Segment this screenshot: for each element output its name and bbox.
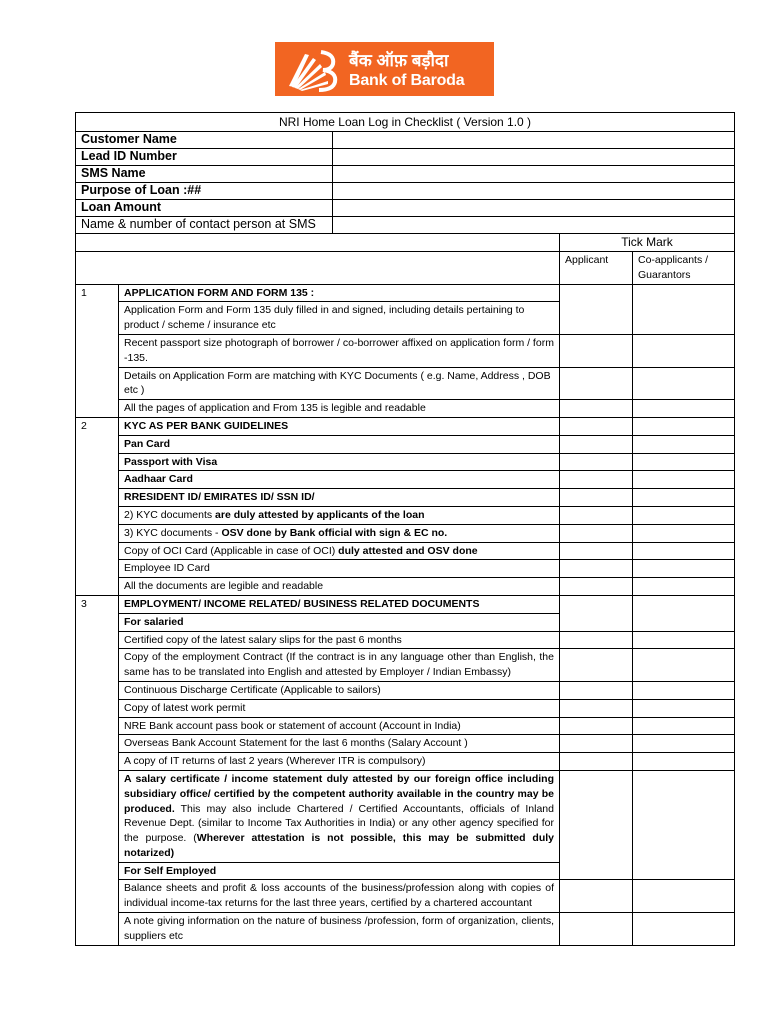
- item-text-bold: duly attested and OSV done: [338, 544, 478, 557]
- checklist-item: Recent passport size photograph of borrower / co-borrower affixed on application form / form -135.: [119, 334, 560, 367]
- applicant-tick-cell[interactable]: [560, 649, 633, 682]
- checklist-item: NRE Bank account pass book or statement of account (Account in India): [119, 717, 560, 735]
- purpose-of-loan-value[interactable]: [333, 183, 735, 200]
- applicant-tick-cell[interactable]: [560, 717, 633, 735]
- applicant-tick-cell[interactable]: [560, 735, 633, 753]
- subheading-salaried: For salaried: [119, 613, 560, 631]
- checklist-item: [119, 524, 560, 542]
- customer-name-label: Customer Name: [76, 132, 333, 149]
- subheading-self-employed: For Self Employed: [119, 862, 560, 880]
- contact-person-label: Name & number of contact person at SMS: [76, 217, 333, 234]
- checklist-item: [119, 506, 560, 524]
- applicant-tick-cell[interactable]: [560, 880, 633, 913]
- co-applicant-tick-cell[interactable]: [633, 560, 735, 578]
- section-heading: APPLICATION FORM AND FORM 135 :: [119, 284, 560, 302]
- co-applicant-tick-cell[interactable]: [633, 506, 735, 524]
- checklist-title: NRI Home Loan Log in Checklist ( Version 1.0 ): [76, 113, 735, 132]
- checklist-item: All the documents are legible and readable: [119, 578, 560, 596]
- bank-of-baroda-rays-icon: [275, 42, 343, 96]
- applicant-tick-cell[interactable]: [560, 542, 633, 560]
- checklist-item: Pan Card: [119, 435, 560, 453]
- checklist-item: All the pages of application and From 135 is legible and readable: [119, 400, 560, 418]
- item-text-bold: are duly attested by applicants of the loan: [215, 508, 425, 521]
- salary-certificate-item: [119, 770, 560, 862]
- checklist-item: Employee ID Card: [119, 560, 560, 578]
- co-applicant-tick-cell[interactable]: [633, 400, 735, 418]
- applicant-tick-cell[interactable]: [560, 453, 633, 471]
- checklist-item: [119, 542, 560, 560]
- co-applicant-tick-cell[interactable]: [633, 542, 735, 560]
- sms-name-value[interactable]: [333, 166, 735, 183]
- applicant-tick-cell[interactable]: [560, 913, 633, 946]
- tick-mark-spacer: [76, 234, 560, 252]
- checklist-item: RRESIDENT ID/ EMIRATES ID/ SSN ID/: [119, 489, 560, 507]
- co-applicant-tick-cell[interactable]: [633, 880, 735, 913]
- purpose-of-loan-label: Purpose of Loan :##: [76, 183, 333, 200]
- checklist-item: Copy of latest work permit: [119, 699, 560, 717]
- lead-id-label: Lead ID Number: [76, 149, 333, 166]
- section-heading: KYC AS PER BANK GUIDELINES: [119, 417, 560, 435]
- applicant-tick-cell[interactable]: [560, 560, 633, 578]
- item-text: Copy of OCI Card (Applicable in case of OCI): [124, 544, 339, 557]
- co-applicants-column-header: Co-applicants / Guarantors: [633, 252, 735, 285]
- logo-english-text: Bank of Baroda: [349, 72, 465, 89]
- co-applicant-tick-cell[interactable]: [633, 489, 735, 507]
- applicant-tick-cell[interactable]: [560, 681, 633, 699]
- checklist-item: Details on Application Form are matching with KYC Documents ( e.g. Name, Address , DOB etc ): [119, 367, 560, 400]
- column-header-spacer: [76, 252, 560, 285]
- checklist-item: Application Form and Form 135 duly filled in and signed, including details pertaining to product / scheme / insurance etc: [119, 302, 560, 335]
- co-applicant-tick-cell[interactable]: [633, 595, 735, 631]
- applicant-tick-cell[interactable]: [560, 367, 633, 400]
- checklist-item: Aadhaar Card: [119, 471, 560, 489]
- co-applicant-tick-cell[interactable]: [633, 753, 735, 771]
- checklist-table: [75, 112, 735, 946]
- section-number: 3: [76, 595, 119, 945]
- applicant-tick-cell[interactable]: [560, 435, 633, 453]
- checklist-item: Passport with Visa: [119, 453, 560, 471]
- item-text: 3) KYC documents -: [124, 526, 222, 539]
- customer-name-value[interactable]: [333, 132, 735, 149]
- bank-logo: [275, 42, 494, 96]
- checklist-item: Continuous Discharge Certificate (Applicable to sailors): [119, 681, 560, 699]
- co-applicant-tick-cell[interactable]: [633, 631, 735, 649]
- checklist-item: Certified copy of the latest salary slips for the past 6 months: [119, 631, 560, 649]
- applicant-tick-cell[interactable]: [560, 334, 633, 367]
- co-applicant-tick-cell[interactable]: [633, 471, 735, 489]
- co-applicant-tick-cell[interactable]: [633, 334, 735, 367]
- item-text-bold: A salary certificate / income statement duly attested by our foreign office including subsidiary office/ certified by the competent authority available in the country may be produced.: [124, 772, 554, 815]
- section-number: 2: [76, 417, 119, 595]
- item-text-bold: Wherever attestation is not possible, this may be submitted duly notarized): [124, 832, 555, 859]
- applicant-column-header: Applicant: [560, 252, 633, 285]
- applicant-tick-cell[interactable]: [560, 770, 633, 880]
- co-applicant-tick-cell[interactable]: [633, 717, 735, 735]
- applicant-tick-cell[interactable]: [560, 578, 633, 596]
- item-text: This may also include Chartered / Certified Accountants, officials of Inland Revenue Dept. (similar to Income Tax Authorities in India) or any other agency specified for the purpose. (: [124, 802, 554, 845]
- co-applicant-tick-cell[interactable]: [633, 770, 735, 880]
- loan-amount-value[interactable]: [333, 200, 735, 217]
- applicant-tick-cell[interactable]: [560, 284, 633, 334]
- logo-hindi-text: बैंक ऑफ़ बड़ौदा: [349, 51, 449, 70]
- tick-mark-header: Tick Mark: [560, 234, 735, 252]
- item-text: 2) KYC documents: [124, 508, 216, 521]
- co-applicant-tick-cell[interactable]: [633, 453, 735, 471]
- co-applicant-tick-cell[interactable]: [633, 578, 735, 596]
- applicant-tick-cell[interactable]: [560, 595, 633, 631]
- applicant-tick-cell[interactable]: [560, 631, 633, 649]
- co-applicant-tick-cell[interactable]: [633, 681, 735, 699]
- co-applicant-tick-cell[interactable]: [633, 417, 735, 435]
- checklist-item: Balance sheets and profit & loss accounts of the business/profession along with copies of individual income-tax returns for the last three years, certified by a chartered accountant: [119, 880, 560, 913]
- section-number: 1: [76, 284, 119, 417]
- applicant-tick-cell[interactable]: [560, 524, 633, 542]
- applicant-tick-cell[interactable]: [560, 400, 633, 418]
- co-applicant-tick-cell[interactable]: [633, 524, 735, 542]
- loan-amount-label: Loan Amount: [76, 200, 333, 217]
- applicant-tick-cell[interactable]: [560, 471, 633, 489]
- sms-name-label: SMS Name: [76, 166, 333, 183]
- checklist-item: Copy of the employment Contract (If the contract is in any language other than English, the same has to be translated into English and attested by Employer / Indian Embassy): [119, 649, 560, 682]
- checklist-item: A copy of IT returns of last 2 years (Wherever ITR is compulsory): [119, 753, 560, 771]
- section-heading: EMPLOYMENT/ INCOME RELATED/ BUSINESS RELATED DOCUMENTS: [119, 595, 560, 613]
- applicant-tick-cell[interactable]: [560, 753, 633, 771]
- lead-id-value[interactable]: [333, 149, 735, 166]
- applicant-tick-cell[interactable]: [560, 417, 633, 435]
- contact-person-value[interactable]: [333, 217, 735, 234]
- co-applicant-tick-cell[interactable]: [633, 367, 735, 400]
- item-text-bold: OSV done by Bank official with sign & EC no.: [221, 526, 448, 539]
- applicant-tick-cell[interactable]: [560, 489, 633, 507]
- applicant-tick-cell[interactable]: [560, 506, 633, 524]
- co-applicant-tick-cell[interactable]: [633, 735, 735, 753]
- co-applicant-tick-cell[interactable]: [633, 435, 735, 453]
- co-applicant-tick-cell[interactable]: [633, 284, 735, 334]
- co-applicant-tick-cell[interactable]: [633, 699, 735, 717]
- co-applicant-tick-cell[interactable]: [633, 649, 735, 682]
- co-applicant-tick-cell[interactable]: [633, 913, 735, 946]
- checklist-item: A note giving information on the nature of business /profession, form of organization, clients, suppliers etc: [119, 913, 560, 946]
- checklist-item: Overseas Bank Account Statement for the last 6 months (Salary Account ): [119, 735, 560, 753]
- applicant-tick-cell[interactable]: [560, 699, 633, 717]
